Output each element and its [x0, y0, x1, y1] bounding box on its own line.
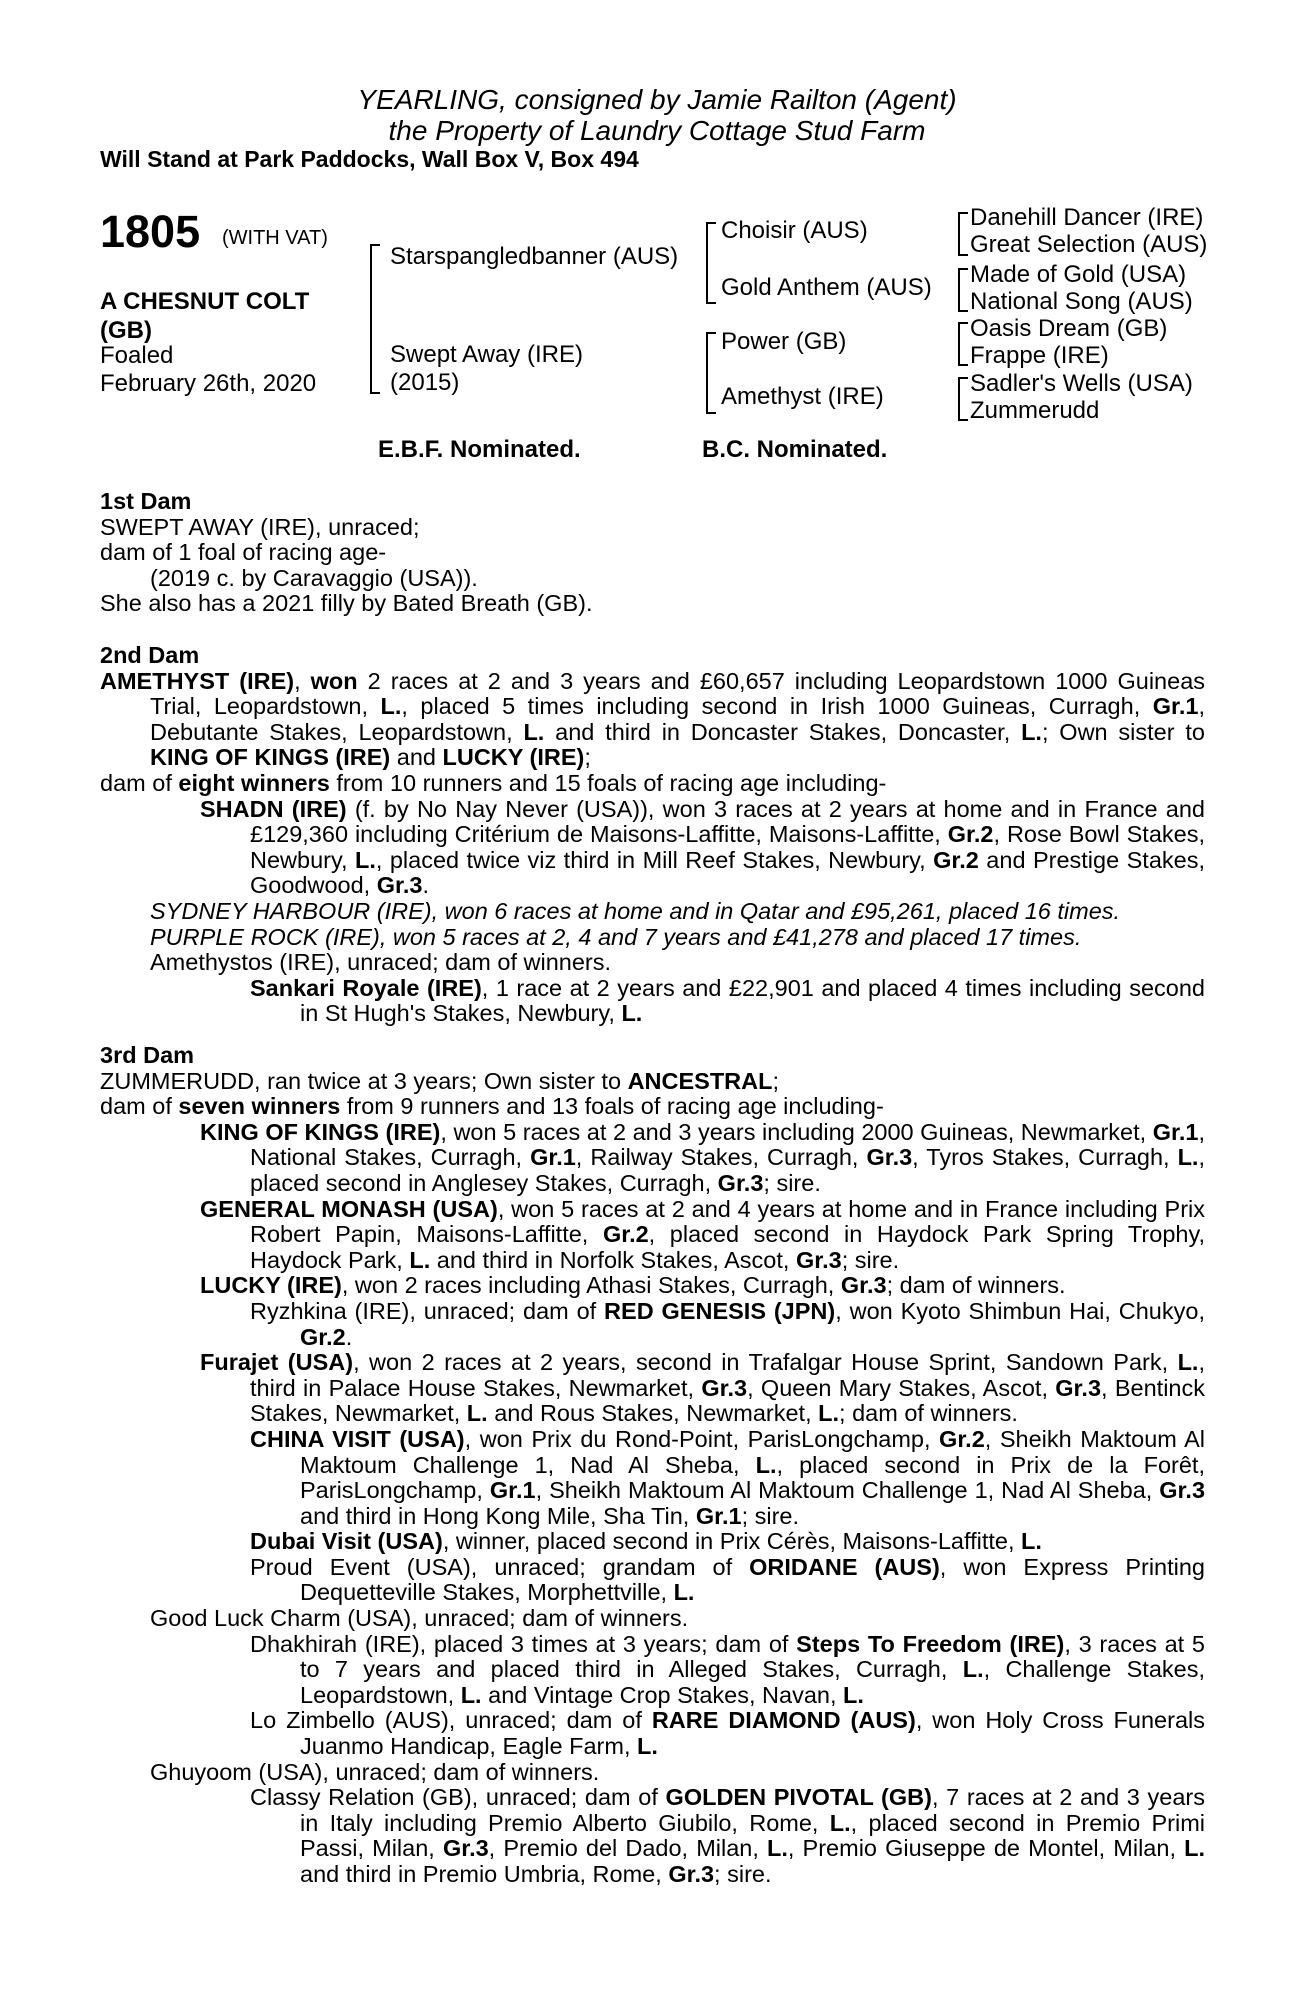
pedigree-brace-ss	[958, 212, 968, 256]
horse-desc-line2: (GB)	[100, 317, 152, 344]
pedigree-brace-dd	[958, 377, 968, 421]
horse-name: RED GENESIS (JPN)	[604, 1297, 836, 1324]
grade: L.	[621, 1000, 643, 1027]
horse-name: ORIDANE (AUS)	[749, 1553, 940, 1580]
foaled-date: February 26th, 2020	[100, 370, 317, 397]
text: , 3 races at 5 to 7 years and placed third in Alleged Stakes, Curragh,	[300, 1630, 1205, 1683]
text: , Railway Stakes, Curragh,	[575, 1144, 867, 1171]
grade: L.	[843, 1681, 864, 1708]
text: dam of	[100, 769, 179, 796]
grade: Gr.3	[866, 1144, 913, 1171]
text: , won Express Printing Dequetteville Stakes, Morphettville,	[300, 1553, 1206, 1606]
text: , placed second in Haydock Park Spring Trophy, Haydock Park,	[250, 1221, 1205, 1273]
dam-of-line	[100, 771, 1205, 797]
grade: L.	[755, 1451, 777, 1478]
text: , Premio del Dado, Milan,	[488, 1835, 768, 1862]
grade: Gr.2	[602, 1221, 649, 1248]
text: , Sheikh Maktoum Al Maktoum Challenge 1, Nad Al Sheba,	[300, 1425, 1205, 1478]
first-dam-line: She also has a 2021 filly by Bated Breath (GB).	[100, 590, 593, 617]
text: , won 2 races at 2 years, second in Trafalgar House Sprint, Sandown Park,	[353, 1349, 1178, 1376]
pedigree-dam-dam: Amethyst (IRE)	[721, 383, 884, 410]
horse-name: KING OF KINGS (IRE)	[200, 1118, 441, 1145]
text: , placed second in Premio Primi Passi, Milan,	[300, 1809, 1205, 1862]
text: (f. by No Nay Never (USA)), won 3 races at 2 years at home and in France and £129,360 including Critérium de Maisons-Laffitte, Maisons-Laffitte,	[250, 795, 1206, 848]
horse-name: Steps To Freedom (IRE)	[796, 1630, 1065, 1657]
china-visit-entry	[100, 1427, 1205, 1529]
sankari-entry	[100, 976, 1205, 1027]
text: ; sire.	[714, 1861, 772, 1887]
won-text: won	[310, 667, 358, 694]
text: Classy Relation (GB), unraced; dam of	[250, 1784, 666, 1811]
foaled-label: Foaled	[100, 342, 174, 369]
text: from 9 runners and 13 foals of racing age including-	[340, 1093, 884, 1120]
text: , Debutante Stakes, Leopardstown,	[150, 693, 1205, 745]
grade: Gr.3	[668, 1861, 715, 1887]
text: ;	[772, 1067, 780, 1094]
pedigree-sds: Made of Gold (USA)	[970, 261, 1187, 288]
text: from 10 runners and 15 foals of racing age including-	[329, 769, 887, 796]
text: and third in Norfolk Stakes, Ascot,	[430, 1246, 796, 1273]
horse-name: Sankari Royale (IRE)	[250, 974, 482, 1001]
dhakhirah-entry	[100, 1632, 1205, 1709]
purple-rock-entry: PURPLE ROCK (IRE), won 5 races at 2, 4 and 7 years and £41,278 and placed 17 times.	[150, 923, 1082, 950]
furajet-entry	[100, 1350, 1205, 1427]
bc-nominated: B.C. Nominated.	[702, 436, 888, 463]
text: , Sheikh Maktoum Al Maktoum Challenge 1, Nad Al Sheba,	[535, 1477, 1160, 1504]
second-dam-heading: 2nd Dam	[100, 642, 200, 668]
grade: Gr.3	[795, 1246, 842, 1273]
grade: L.	[380, 693, 402, 720]
winners-count: eight winners	[178, 769, 330, 796]
sydney-harbour-entry: SYDNEY HARBOUR (IRE), won 6 races at home and in Qatar and £95,261, placed 16 times.	[150, 897, 1121, 924]
pedigree-sss: Danehill Dancer (IRE)	[970, 204, 1204, 231]
pedigree-dds: Sadler's Wells (USA)	[970, 370, 1193, 397]
grade: Gr.2	[947, 821, 994, 848]
grade: Gr.3	[717, 1169, 764, 1196]
text: ; sire.	[841, 1246, 900, 1273]
grade: Gr.1	[1152, 693, 1199, 720]
pedigree-dss: Oasis Dream (GB)	[970, 315, 1168, 342]
third-dam-section	[100, 1043, 1205, 1888]
text: ; dam of winners.	[839, 1400, 1018, 1427]
lucky-entry	[100, 1273, 1205, 1299]
lot-number: 1805	[100, 206, 201, 257]
horse-name: KING OF KINGS (IRE)	[150, 744, 391, 771]
horse-name: GOLDEN PIVOTAL (GB)	[665, 1784, 932, 1811]
grade: Gr.1	[530, 1144, 576, 1171]
pedigree-sire-dam: Gold Anthem (AUS)	[721, 274, 932, 301]
text: , winner, placed second in Prix Cérès, Maisons-Laffitte,	[442, 1528, 1022, 1555]
third-dam-heading: 3rd Dam	[100, 1042, 195, 1068]
text: , placed 5 times including second in Irish 1000 Guineas, Curragh,	[401, 693, 1153, 720]
text: ; Own sister to	[1041, 718, 1205, 745]
foaled-info	[100, 342, 316, 398]
pedigree-brace-dam	[706, 332, 716, 414]
text: ; sire.	[763, 1169, 821, 1196]
grade: L.	[460, 1681, 482, 1708]
first-dam-heading: 1st Dam	[100, 488, 192, 514]
proud-event-entry	[100, 1555, 1205, 1606]
grade: Gr.3	[840, 1272, 887, 1299]
text: dam of	[100, 1093, 179, 1120]
text: , Premio Giuseppe de Montel, Milan,	[787, 1835, 1185, 1862]
grade: L.	[829, 1809, 851, 1836]
horse-name: LUCKY (IRE)	[200, 1272, 342, 1299]
text: , National Stakes, Curragh,	[250, 1118, 1205, 1171]
grade: Gr.3	[376, 872, 423, 899]
text: and Rous Stakes, Newmarket,	[487, 1400, 819, 1427]
text: , 1 race at 2 years and £22,901 and placed 4 times including second in St Hugh's Stakes, Newbury,	[300, 974, 1206, 1027]
pedigree-sire-sire: Choisir (AUS)	[721, 217, 868, 244]
first-dam-line: dam of 1 foal of racing age-	[100, 539, 387, 566]
horse-name: AMETHYST (IRE)	[100, 667, 295, 694]
pedigree-brace-main	[370, 244, 380, 394]
first-dam-line: SWEPT AWAY (IRE), unraced;	[100, 513, 420, 540]
horse-name: ANCESTRAL	[627, 1067, 773, 1094]
horse-name: GENERAL MONASH (USA)	[200, 1195, 498, 1222]
grade: L.	[1021, 718, 1042, 745]
grade: Gr.1	[1152, 1118, 1199, 1145]
text: , won Prix du Rond-Point, ParisLongchamp,	[464, 1425, 940, 1452]
general-monash-entry	[100, 1197, 1205, 1274]
dubai-visit-entry	[100, 1529, 1205, 1555]
pedigree-dam-sire: Power (GB)	[721, 328, 847, 355]
horse-name: RARE DIAMOND (AUS)	[651, 1707, 916, 1734]
pedigree-dam-year: (2015)	[390, 369, 460, 396]
text: , placed second in Anglesey Stakes, Curragh,	[250, 1144, 1205, 1196]
text: Ryzhkina (IRE), unraced; dam of	[250, 1297, 605, 1324]
horse-description	[100, 287, 309, 345]
grade: Gr.1	[695, 1502, 742, 1529]
grade: Gr.1	[489, 1477, 536, 1504]
pedigree-ssd: Great Selection (AUS)	[970, 231, 1208, 258]
grade: L.	[818, 1400, 840, 1427]
pedigree-brace-sd	[958, 268, 968, 312]
grade: L.	[1177, 1144, 1199, 1171]
ryzhkina-entry	[100, 1299, 1205, 1350]
pedigree-ddd: Zummerudd	[970, 397, 1100, 424]
grade: L.	[354, 846, 376, 873]
grade: L.	[962, 1656, 984, 1683]
text: , won 5 races at 2 and 3 years including 2000 Guineas, Newmarket,	[440, 1118, 1153, 1145]
pedigree-brace-ds	[958, 322, 968, 366]
grade: Gr.3	[1055, 1374, 1102, 1401]
pedigree-dam: Swept Away (IRE)	[390, 341, 583, 368]
text: ;	[584, 744, 591, 771]
grade: L.	[1021, 1528, 1042, 1555]
grade: L.	[409, 1246, 431, 1273]
text: , won 5 races at 2 and 4 years at home and in France including Prix Robert Papin, Maisons-Laffitte,	[250, 1195, 1205, 1248]
grade: L.	[523, 718, 545, 745]
grade: L.	[767, 1835, 788, 1862]
grade: L.	[637, 1733, 658, 1760]
text: .	[345, 1323, 353, 1350]
dam-of-line	[100, 1094, 1205, 1120]
text: Proud Event (USA), unraced; grandam of	[250, 1553, 750, 1580]
grade: Gr.3	[1159, 1477, 1206, 1504]
text: 2 races at 2 and 3 years and £60,657 including Leopardstown 1000 Guineas Trial, Leopardstown,	[150, 667, 1206, 720]
text: , 7 races at 2 and 3 years in Italy including Premio Alberto Giubilo, Rome,	[300, 1784, 1205, 1836]
pedigree-brace-sire	[706, 222, 716, 304]
amethystos-entry: Amethystos (IRE), unraced; dam of winners.	[150, 949, 612, 976]
text: and Vintage Crop Stakes, Navan,	[481, 1681, 844, 1708]
pedigree-sdd: National Song (AUS)	[970, 288, 1193, 315]
grade: L.	[466, 1400, 488, 1427]
text: , won 2 races including Athasi Stakes, Curragh,	[341, 1272, 841, 1299]
amethyst-entry: AMETHYST (IRE), won 2 races at 2 and 3 years and £60,657 including Leopardstown 1000 Guineas Trial, Leopardstown, L., placed 5 times including second in Irish 1000 Guineas, Curragh, Gr.1, Debutante Stakes, Leopardstown, L. and third in Doncaster Stakes, Doncaster, L.; Own sister to KING OF KINGS (IRE) and LUCKY (IRE);	[100, 667, 1206, 771]
text: , placed second in Prix de la Forêt, ParisLongchamp,	[300, 1451, 1205, 1504]
text: and Prestige Stakes, Goodwood,	[250, 846, 1205, 899]
text: , Challenge Stakes, Leopardstown,	[300, 1656, 1205, 1708]
grade: L.	[1184, 1835, 1205, 1862]
ghuyoom-entry: Ghuyoom (USA), unraced; dam of winners.	[150, 1758, 600, 1785]
grade: Gr.2	[933, 846, 979, 873]
text: , third in Palace House Stakes, Newmarket,	[250, 1349, 1205, 1401]
horse-name: SHADN (IRE)	[200, 795, 347, 822]
text: , Tyros Stakes, Curragh,	[912, 1144, 1178, 1171]
grade: Gr.3	[701, 1374, 748, 1401]
text: ZUMMERUDD, ran twice at 3 years; Own sister to	[100, 1067, 628, 1094]
text: and third in Doncaster Stakes, Doncaster,	[544, 718, 1022, 745]
lo-zimbello-entry	[100, 1708, 1205, 1759]
text: , Bentinck Stakes, Newmarket,	[250, 1374, 1205, 1427]
horse-name: Dubai Visit (USA)	[250, 1528, 443, 1555]
second-dam-section	[100, 643, 1205, 1027]
pedigree-dsd: Frappe (IRE)	[970, 342, 1109, 369]
grade: Gr.2	[300, 1323, 346, 1350]
text: .	[422, 872, 429, 899]
classy-relation-entry	[100, 1785, 1205, 1887]
pedigree-sire: Starspangledbanner (AUS)	[390, 243, 679, 270]
good-luck-charm-entry: Good Luck Charm (USA), unraced; dam of winners.	[150, 1605, 689, 1632]
winners-count: seven winners	[178, 1093, 341, 1120]
header-line-1: YEARLING, consigned by Jamie Railton (Agent)	[357, 84, 957, 115]
text: and third in Premio Umbria, Rome,	[300, 1861, 669, 1887]
text: Dhakhirah (IRE), placed 3 times at 3 years; dam of	[250, 1630, 797, 1657]
first-dam-section	[100, 489, 1205, 617]
grade: Gr.2	[939, 1425, 985, 1452]
ebf-nominated: E.B.F. Nominated.	[378, 436, 581, 463]
header-line-2: the Property of Laundry Cottage Stud Farm	[388, 115, 926, 146]
vat-note: (WITH VAT)	[222, 227, 328, 249]
grade: Gr.3	[442, 1835, 489, 1862]
text: , placed twice viz third in Mill Reef Stakes, Newbury,	[375, 846, 934, 873]
text: , Rose Bowl Stakes, Newbury,	[250, 821, 1205, 873]
first-dam-line: (2019 c. by Caravaggio (USA)).	[150, 564, 478, 591]
grade: L.	[673, 1579, 695, 1606]
text: , Queen Mary Stakes, Ascot,	[747, 1374, 1056, 1401]
text: and	[390, 744, 443, 771]
text: , won Kyoto Shimbun Hai, Chukyo,	[835, 1297, 1205, 1324]
horse-name: Furajet (USA)	[200, 1349, 354, 1376]
horse-name: LUCKY (IRE)	[442, 744, 585, 771]
stand-location: Will Stand at Park Paddocks, Wall Box V, Box 494	[100, 146, 639, 172]
grade: L.	[1177, 1349, 1199, 1376]
horse-desc-line1: A CHESNUT COLT	[100, 288, 310, 315]
text: ; dam of winners.	[886, 1272, 1066, 1299]
text: , won Holy Cross Funerals Juanmo Handicap, Eagle Farm,	[300, 1707, 1205, 1760]
shadn-entry	[100, 797, 1205, 899]
king-of-kings-entry	[100, 1120, 1205, 1197]
horse-name: CHINA VISIT (USA)	[250, 1425, 465, 1452]
zummerudd-line	[100, 1069, 1205, 1095]
text: and third in Hong Kong Mile, Sha Tin,	[300, 1502, 696, 1529]
text: Lo Zimbello (AUS), unraced; dam of	[250, 1707, 652, 1734]
text: ; sire.	[741, 1502, 800, 1529]
